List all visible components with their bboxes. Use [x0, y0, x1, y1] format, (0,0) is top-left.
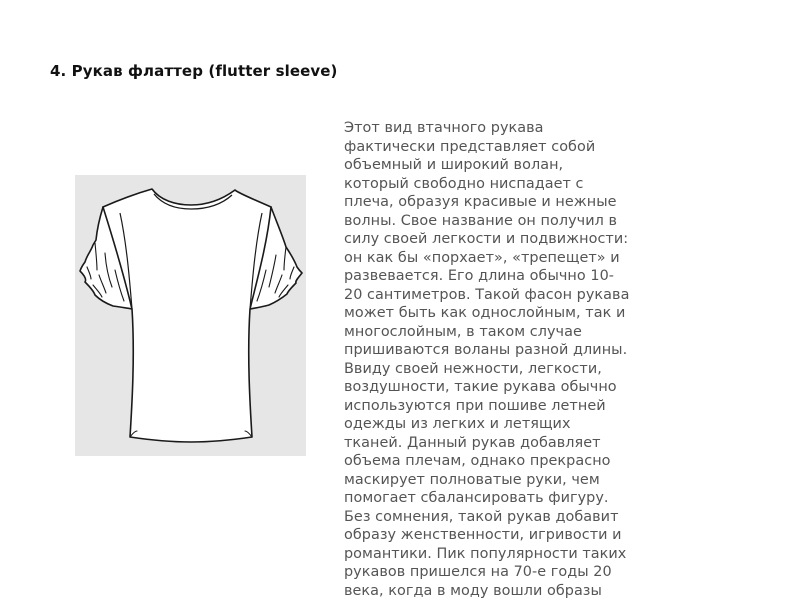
- sleeve-description: Этот вид втачного рукава фактически представляет собой объемный и широкий волан, который свободно ниспадает с плеча, образуя красивые и нежные волны. Свое название он получил в силу своей легкости и подвижности: он как бы «порхает», «трепещет» и развевается. Его длина обычно 10- 20 сантиметров. Такой фасон рукава может быть как однослойным, так и многослойным, в таком случае пришиваются воланы разной длины. Ввиду своей нежности, легкости, воздушности, такие рукава обычно используются при пошиве летней одежды из легких и летящих тканей. Данный рукав добавляет объема плечам, однако прекрасно маскирует полноватые руки, чем помогает сбалансировать фигуру. Без сомнения, такой рукав добавит образу женственности, игривости и романтики. Пик популярности таких рукавов пришелся на 70-е годы 20 века, когда в моду вошли образы: [344, 120, 630, 599]
- slide-title: 4. Рукав флаттер (flutter sleeve): [50, 62, 338, 80]
- blouse-sketch-icon: [75, 175, 306, 456]
- flutter-sleeve-illustration: [75, 175, 306, 456]
- blouse-body: [103, 189, 271, 442]
